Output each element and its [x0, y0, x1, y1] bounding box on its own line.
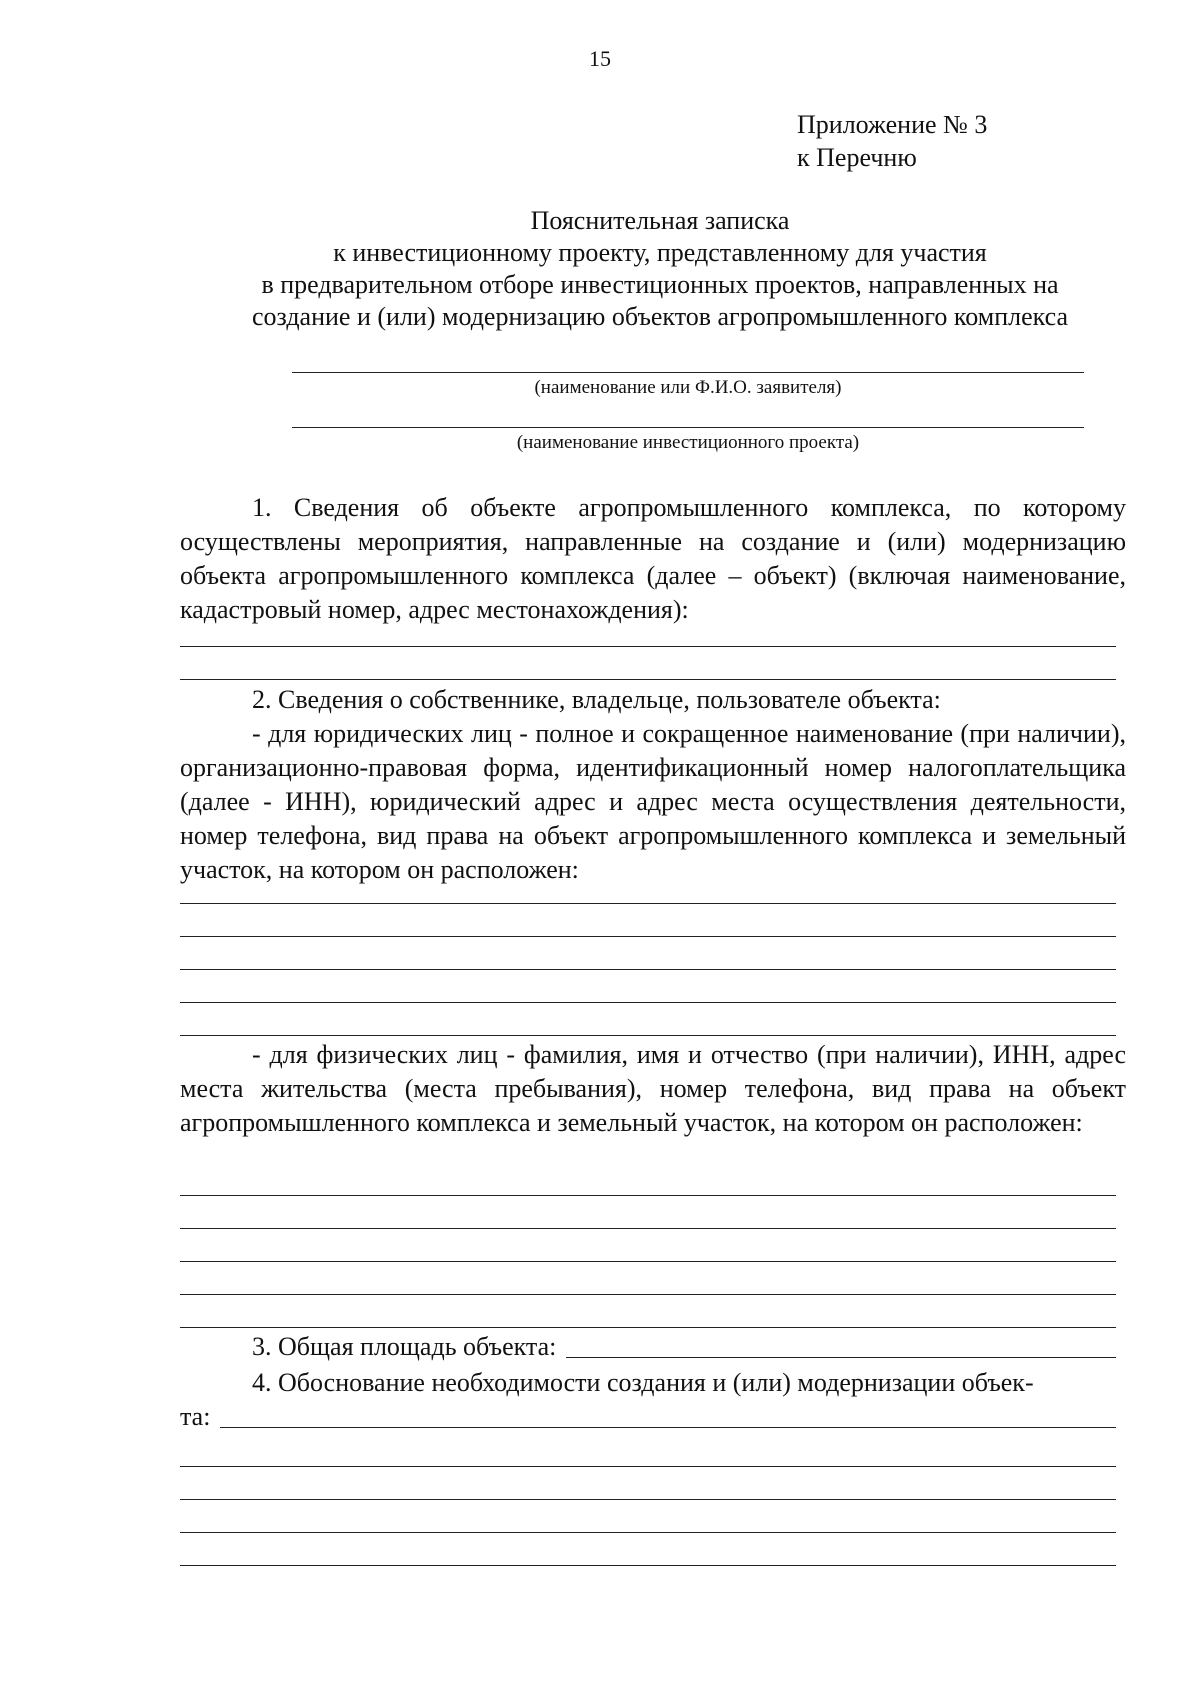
appendix-to: к Перечню — [797, 143, 917, 172]
applicant-caption: (наименование или Ф.И.О. заявителя) — [534, 377, 842, 398]
section-2-individual-fill-line[interactable] — [180, 1327, 1116, 1328]
section-4-fill-line[interactable] — [180, 1466, 1116, 1467]
project-caption: (наименование инвестиционного проекта) — [516, 432, 860, 453]
section-2-individual-fill-line[interactable] — [180, 1261, 1116, 1262]
title-line-3: в предварительном отборе инвестиционных проектов, направленных на — [261, 270, 1059, 299]
section-4-label-end: та: — [180, 1402, 211, 1431]
section-2-individual-fill-line[interactable] — [180, 1294, 1116, 1295]
title-line-2: к инвестиционному проекту, представленному для участия — [333, 238, 987, 267]
section-1-fill-line[interactable] — [180, 679, 1116, 680]
section-2-legal-fill-line[interactable] — [180, 1002, 1116, 1003]
justification-field[interactable] — [220, 1426, 1116, 1428]
section-2-legal-fill-line[interactable] — [180, 936, 1116, 937]
title-line-4: создание и (или) модернизацию объектов агропромышленного комплекса — [251, 302, 1069, 331]
section-2-legal-text: - для юридических лиц - полное и сокращенное наименование (при наличии), организационно-правовая форма, идентификационный номер налогоплательщика (далее - ИНН), юридический адрес и адрес места осуществления деятельности, номер телефона, вид права на объект агропромышленного комплекса и земельный участок, на котором он расположен: — [180, 719, 1126, 884]
section-4-fill-line[interactable] — [180, 1532, 1116, 1533]
section-2-individual-fill-line[interactable] — [180, 1195, 1116, 1196]
section-2-title: 2. Сведения о собственнике, владельце, пользователе объекта: — [252, 685, 941, 714]
appendix-reference — [797, 108, 987, 174]
section-4-text: 4. Обоснование необходимости создания и (или) модернизации объек- — [252, 1368, 1034, 1397]
section-4-row — [180, 1400, 1116, 1434]
section-3-label: 3. Общая площадь объекта: — [252, 1332, 557, 1361]
section-4-fill-line[interactable] — [180, 1565, 1116, 1566]
section-4-fill-line[interactable] — [180, 1499, 1116, 1500]
section-2-individual-fill-line[interactable] — [180, 1228, 1116, 1229]
document-title — [180, 205, 1140, 333]
section-1-text: 1. Сведения об объекте агропромышленного комплекса, по которому осуществлены мероприятия, направленные на создание и (или) модернизацию объекта агропромышленного комплекса (далее – объект) (включая наименование, кадастровый номер, адрес местонахождения): — [180, 493, 1126, 624]
section-2-legal-fill-line[interactable] — [180, 969, 1116, 970]
title-line-1: Пояснительная записка — [530, 206, 790, 235]
section-1-fill-line[interactable] — [180, 646, 1116, 647]
page-number: 15 — [589, 46, 611, 71]
applicant-name-field[interactable] — [292, 372, 1084, 373]
project-name-field[interactable] — [292, 427, 1084, 428]
section-2-legal-fill-line[interactable] — [180, 1035, 1116, 1036]
appendix-number: Приложение № 3 — [797, 110, 988, 139]
section-3-row — [180, 1330, 1116, 1364]
section-2-legal-fill-line[interactable] — [180, 903, 1116, 904]
total-area-field[interactable] — [566, 1356, 1116, 1358]
section-2-individual-text: - для физических лиц - фамилия, имя и отчество (при наличии), ИНН, адрес места жительства (места пребывания), номер телефона, вид права на объект агропромышленного комплекса и земельный участок, на котором он расположен: — [180, 1040, 1126, 1137]
